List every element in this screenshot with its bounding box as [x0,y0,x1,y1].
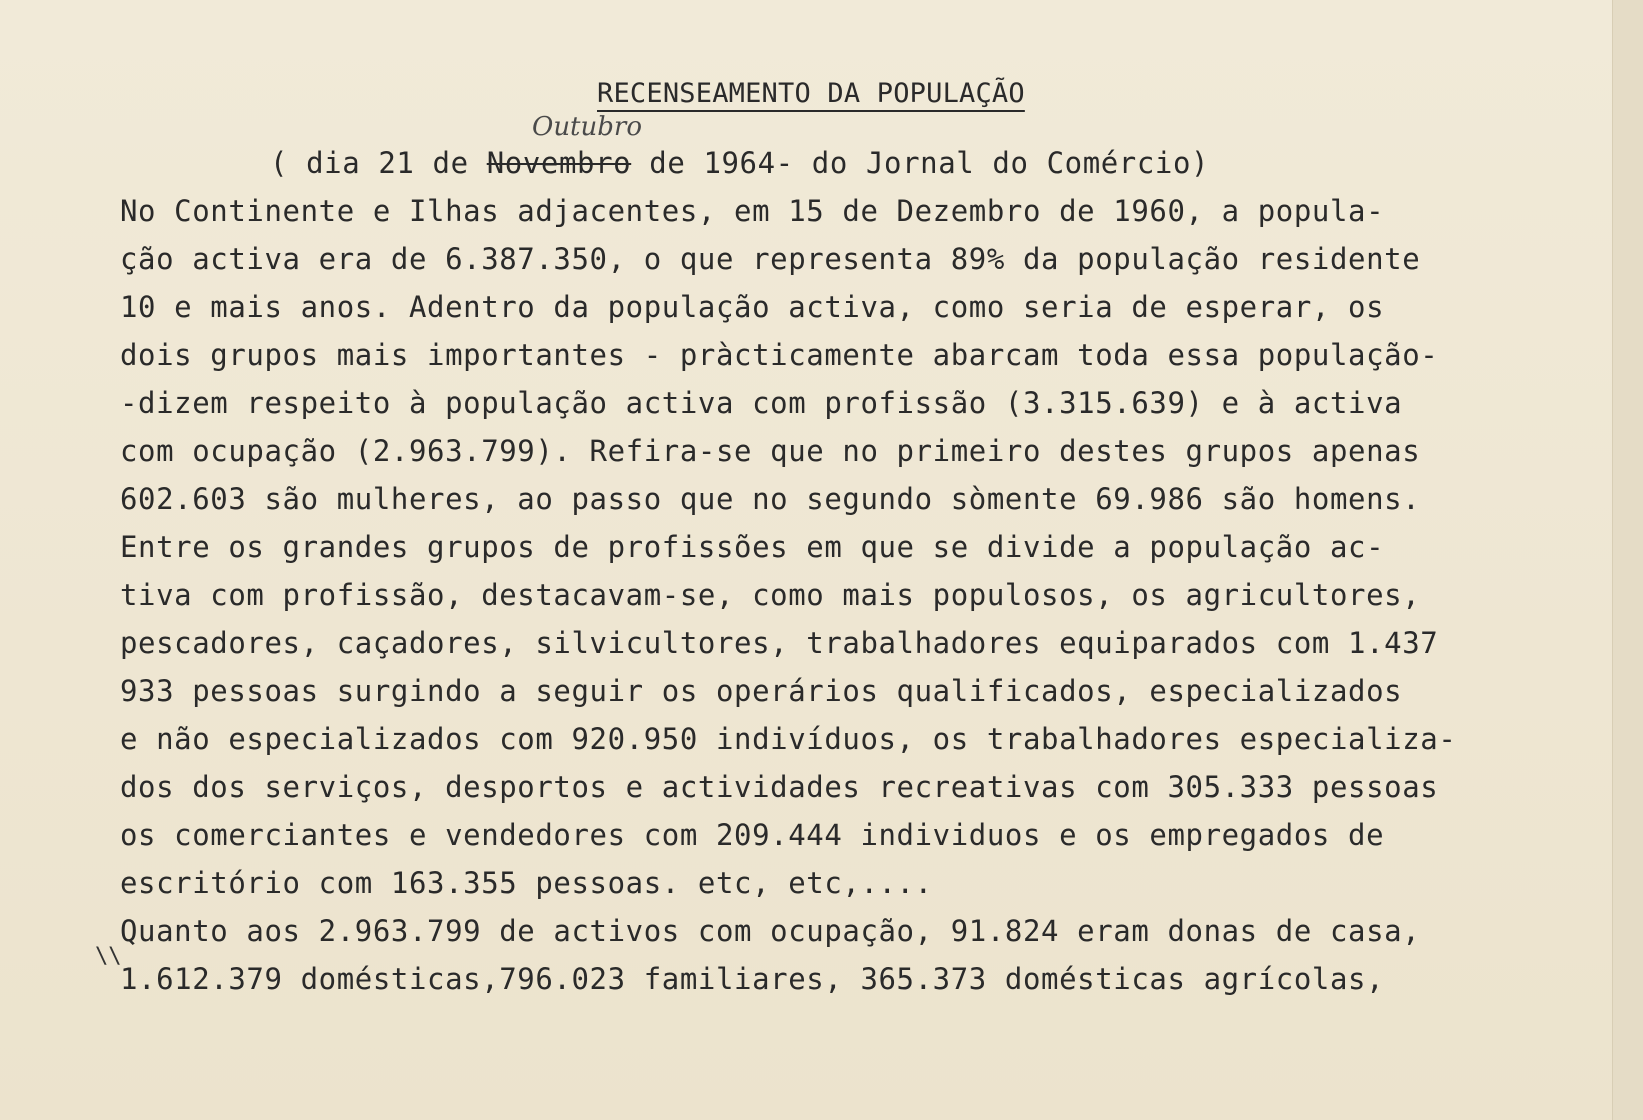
text-line: -dizem respeito à população activa com profissão (3.315.639) e à activa [120,386,1403,420]
handwritten-correction: Outubro [532,112,642,142]
text-line: pescadores, caçadores, silvicultores, trabalhadores equiparados com 1.437 [120,626,1439,660]
margin-mark: \\ [95,944,122,969]
text-line: com ocupação (2.963.799). Refira-se que no primeiro destes grupos apenas [120,434,1421,468]
page-edge [1612,0,1643,1120]
text-line: Entre os grandes grupos de profissões em que se divide a população ac- [120,530,1385,564]
document-subtitle [270,146,1209,180]
text-line: 602.603 são mulheres, ao passo que no segundo sòmente 69.986 são homens. [120,482,1421,516]
text-line: dos dos serviços, desportos e actividades recreativas com 305.333 pessoas [120,770,1439,804]
text-line: escritório com 163.355 pessoas. etc, etc,.... [120,866,933,900]
subtitle-prefix: ( dia 21 de [270,146,487,180]
text-line: ção activa era de 6.387.350, o que representa 89% da população residente [120,242,1421,276]
text-line: 1.612.379 domésticas,796.023 familiares, 365.373 domésticas agrícolas, [120,962,1385,996]
document-title: RECENSEAMENTO DA POPULAÇÃO [597,78,1025,109]
text-line: 933 pessoas surgindo a seguir os operários qualificados, especializados [120,674,1403,708]
text-line: dois grupos mais importantes - pràcticamente abarcam toda essa população- [120,338,1439,372]
subtitle-suffix: de 1964- do Jornal do Comércio) [631,146,1210,180]
text-line: No Continente e Ilhas adjacentes, em 15 de Dezembro de 1960, a popula- [120,194,1385,228]
text-line: Quanto aos 2.963.799 de activos com ocupação, 91.824 eram donas de casa, [120,914,1421,948]
text-line: e não especializados com 920.950 indivíduos, os trabalhadores especializa- [120,722,1457,756]
text-line: tiva com profissão, destacavam-se, como mais populosos, os agricultores, [120,578,1421,612]
struck-word: Novembro [486,146,632,180]
text-line: os comerciantes e vendedores com 209.444 individuos e os empregados de [120,818,1385,852]
text-line: 10 e mais anos. Adentro da população activa, como seria de esperar, os [120,290,1385,324]
